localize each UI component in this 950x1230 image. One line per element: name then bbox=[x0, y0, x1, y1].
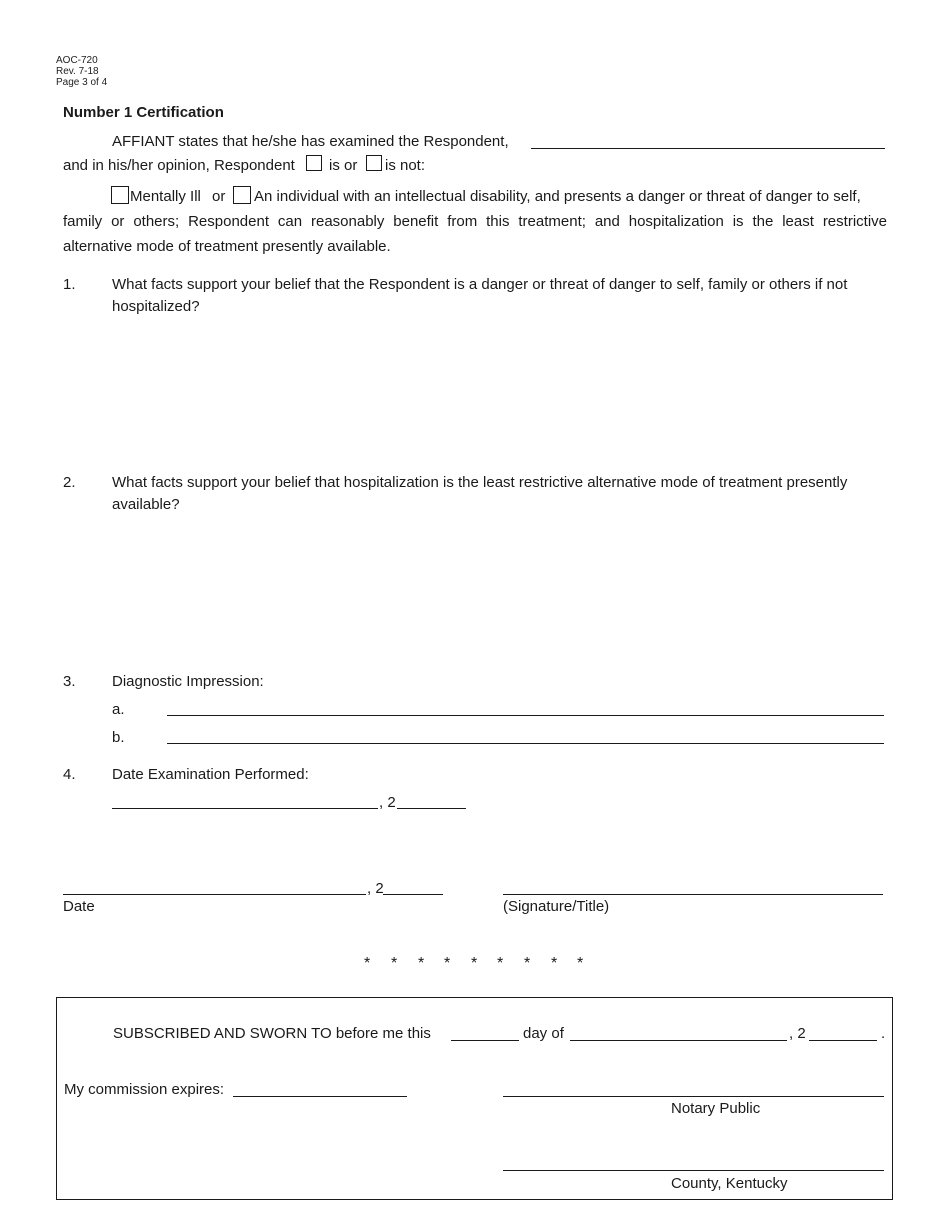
notary-signature-field[interactable] bbox=[503, 1096, 884, 1097]
question-1-text: What facts support your belief that the Respondent is a danger or threat of danger to self, family or others if not bbox=[112, 276, 848, 293]
diagnosis-a-label: a. bbox=[112, 701, 125, 718]
notary-year-prefix: , 2 bbox=[789, 1025, 806, 1042]
opinion-prefix: and in his/her opinion, Respondent bbox=[63, 157, 295, 174]
notary-day-field[interactable] bbox=[451, 1040, 519, 1041]
mentally-ill-label: Mentally Ill bbox=[130, 188, 201, 205]
county-label: County, Kentucky bbox=[671, 1175, 788, 1192]
or-label: or bbox=[212, 188, 226, 205]
date-field[interactable] bbox=[63, 894, 366, 895]
exam-year-prefix: , 2 bbox=[379, 794, 396, 811]
form-revision: Rev. 7-18 bbox=[56, 66, 99, 77]
question-1-text-continued: hospitalized? bbox=[112, 298, 200, 315]
disability-text: An individual with an intellectual disability, and presents a danger or threat of danger to self, bbox=[254, 188, 861, 205]
separator-star: * bbox=[418, 955, 425, 972]
exam-year-field[interactable] bbox=[397, 808, 466, 809]
date-year-field[interactable] bbox=[383, 894, 443, 895]
signature-label: (Signature/Title) bbox=[503, 898, 610, 915]
section-title: Number 1 Certification bbox=[63, 104, 224, 121]
is-label: is or bbox=[329, 157, 358, 174]
separator-star: * bbox=[391, 955, 398, 972]
notary-period: . bbox=[881, 1025, 886, 1042]
question-4-label: Date Examination Performed: bbox=[112, 766, 309, 783]
separator-star: * bbox=[364, 955, 371, 972]
subscribed-text: SUBSCRIBED AND SWORN TO before me this bbox=[113, 1025, 431, 1042]
notary-month-field[interactable] bbox=[570, 1040, 787, 1041]
separator-star: * bbox=[577, 955, 584, 972]
diagnosis-b-field[interactable] bbox=[167, 743, 884, 744]
intellectual-disability-checkbox[interactable] bbox=[233, 186, 251, 204]
question-3-number: 3. bbox=[63, 673, 76, 690]
date-label: Date bbox=[63, 898, 95, 915]
county-field[interactable] bbox=[503, 1170, 884, 1171]
question-4-number: 4. bbox=[63, 766, 76, 783]
respondent-name-field[interactable] bbox=[531, 148, 885, 149]
is-not-checkbox[interactable] bbox=[366, 155, 382, 171]
separator-star: * bbox=[551, 955, 558, 972]
commission-expires-field[interactable] bbox=[233, 1096, 407, 1097]
day-of-label: day of bbox=[523, 1025, 564, 1042]
date-year-prefix: , 2 bbox=[367, 880, 384, 897]
question-2-text-continued: available? bbox=[112, 496, 180, 513]
form-number: AOC-720 bbox=[56, 55, 98, 66]
question-1-number: 1. bbox=[63, 276, 76, 293]
notary-year-field[interactable] bbox=[809, 1040, 877, 1041]
commission-label: My commission expires: bbox=[64, 1081, 225, 1098]
question-2-number: 2. bbox=[63, 474, 76, 491]
separator-star: * bbox=[471, 955, 478, 972]
is-checkbox[interactable] bbox=[306, 155, 322, 171]
question-3-label: Diagnostic Impression: bbox=[112, 673, 264, 690]
separator-star: * bbox=[444, 955, 451, 972]
is-not-label: is not: bbox=[385, 157, 426, 174]
signature-field[interactable] bbox=[503, 894, 883, 895]
diagnosis-a-field[interactable] bbox=[167, 715, 884, 716]
affiant-statement: AFFIANT states that he/she has examined the Respondent, bbox=[112, 133, 509, 150]
notary-public-label: Notary Public bbox=[671, 1100, 761, 1117]
diagnosis-b-label: b. bbox=[112, 729, 125, 746]
page-indicator: Page 3 of 4 bbox=[56, 77, 108, 88]
disability-continuation: family or others; Respondent can reasonably benefit from this treatment; and hospitalization is the least restrictive alternative mode of treatment presently available. bbox=[63, 213, 887, 255]
exam-date-field[interactable] bbox=[112, 808, 378, 809]
question-2-text: What facts support your belief that hospitalization is the least restrictive alternative mode of treatment presently bbox=[112, 474, 848, 491]
separator-star: * bbox=[524, 955, 531, 972]
separator-star: * bbox=[497, 955, 504, 972]
mentally-ill-checkbox[interactable] bbox=[111, 186, 129, 204]
